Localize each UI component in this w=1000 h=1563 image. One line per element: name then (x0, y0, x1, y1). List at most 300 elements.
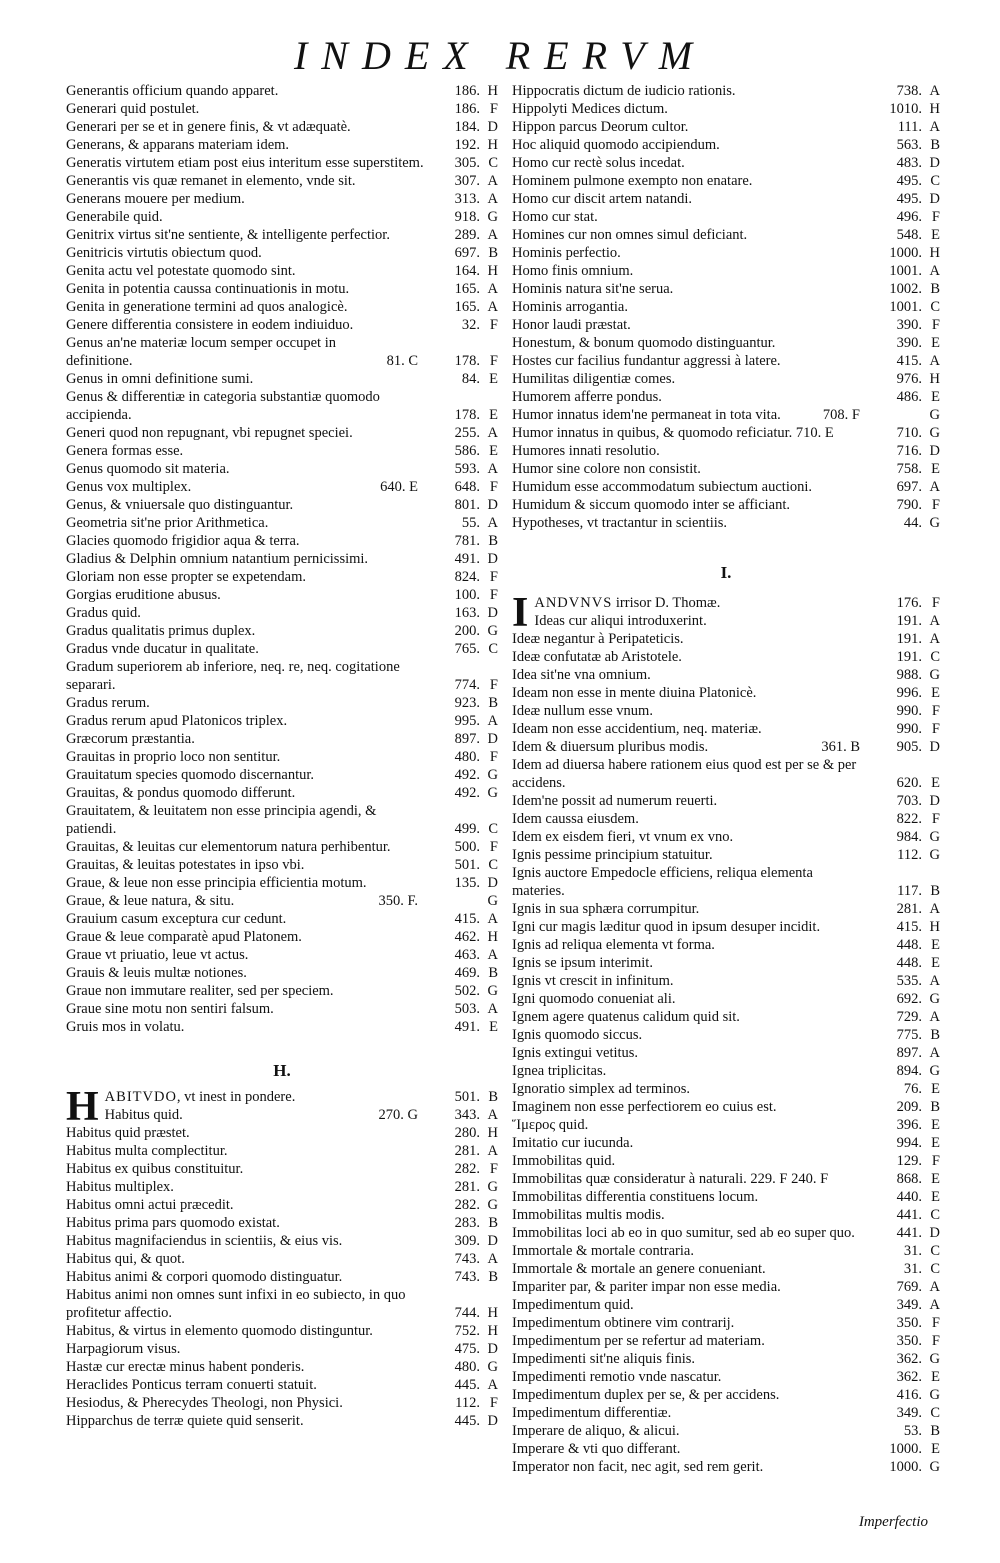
section-heading-h: H. (273, 1061, 291, 1080)
entry-page: 990. (896, 721, 922, 737)
entry-page: 480. (454, 1359, 480, 1375)
entry-page: 758. (896, 461, 922, 477)
entry-text: Habitus magnifaciendus in scientiis, & eius vis. (66, 1233, 343, 1249)
entry-text: Idea sit'ne vna omnium. (512, 667, 651, 683)
index-entry (66, 910, 498, 928)
index-entry (66, 658, 498, 694)
entry-letter: B (488, 1089, 498, 1105)
index-entry (512, 406, 940, 424)
entry-text: Ideas cur aliqui introduxerint. (534, 613, 707, 629)
entry-page: 775. (896, 1027, 922, 1043)
index-entry (512, 118, 940, 136)
entry-text: Homines cur non omnes simul deficiant. (512, 227, 748, 243)
entry-text: Habitus omni actui præcedit. (66, 1197, 234, 1213)
entry-letter: E (489, 407, 498, 423)
index-entry (512, 172, 940, 190)
entry-page: 55. (461, 515, 480, 531)
entry-page: 593. (454, 461, 480, 477)
entry-page: 164. (454, 263, 480, 279)
index-entry (66, 964, 498, 982)
entry-text: Immobilitas quæ consideratur à naturali. 229. F 240. F (512, 1171, 829, 1187)
entry-letter: D (487, 1341, 498, 1357)
index-entry (66, 982, 498, 1000)
entry-text: Graue, & leue non esse principia efficientia motum. (66, 875, 367, 891)
entry-text: Graue, & leue natura, & situ. (66, 893, 235, 909)
entry-page: 44. (903, 515, 922, 531)
index-column-left (66, 82, 498, 1430)
entry-letter: G (929, 1063, 940, 1079)
index-entry (66, 1322, 498, 1340)
entry-page: 289. (454, 227, 480, 243)
entry-text: Grauitas, & leuitas cur elementorum natura perhibentur. (66, 839, 391, 855)
entry-text: Genus vox multiplex. (66, 479, 192, 495)
entry-text: Habitus qui, & quot. (66, 1251, 185, 1267)
index-entry (66, 1412, 498, 1430)
entry-letter: C (488, 155, 498, 171)
entry-text: , vt inest in pondere. (176, 1089, 296, 1105)
index-entry (512, 702, 940, 720)
entry-text: Habitus animi & corpori quomodo distinguatur. (66, 1269, 343, 1285)
index-entry (66, 208, 498, 226)
entry-text: Idem & diuersum pluribus modis. (512, 739, 709, 755)
entry-page: 905. (896, 739, 922, 755)
index-entry (66, 100, 498, 118)
entry-letter: D (929, 191, 940, 207)
index-entry (512, 972, 940, 990)
entry-letter: B (488, 695, 498, 711)
index-entry (66, 784, 498, 802)
index-entry (66, 244, 498, 262)
entry-letter: E (931, 227, 940, 243)
index-entry (512, 756, 940, 792)
entry-page: 441. (896, 1225, 922, 1241)
entry-letter: D (487, 1413, 498, 1429)
entry-page: 976. (896, 371, 922, 387)
entry-text: Hipparchus de terræ quiete quid senserit. (66, 1413, 304, 1429)
entry-letter: A (929, 631, 940, 647)
entry-page: 703. (896, 793, 922, 809)
entry-letter: C (930, 299, 940, 315)
entry-letter: B (488, 965, 498, 981)
entry-page: 1001. (889, 299, 922, 315)
entry-letter: F (489, 317, 498, 333)
entry-page: 350. (896, 1315, 922, 1331)
entry-letter: B (930, 1099, 940, 1115)
index-entry (66, 478, 498, 496)
entry-page: 445. (454, 1377, 480, 1393)
entry-letter: D (487, 731, 498, 747)
entry-page: 415. (896, 353, 922, 369)
entry-letter: F (931, 1153, 940, 1169)
entry-letter: F (489, 677, 498, 693)
entry-letter: C (930, 1207, 940, 1223)
entry-page: 1000. (889, 1459, 922, 1475)
index-entry (66, 154, 498, 172)
index-entry (512, 648, 940, 666)
entry-letter: G (929, 1387, 940, 1403)
entry-letter: E (931, 1441, 940, 1457)
entry-text: Grauitas, & leuitas potestates in ipso vbi. (66, 857, 305, 873)
entry-page: 415. (454, 911, 480, 927)
entry-text: Ideam non esse accidentium, neq. materiæ. (512, 721, 762, 737)
entry-page: 822. (896, 811, 922, 827)
entry-letter: G (487, 209, 498, 225)
entry-letter: A (929, 1279, 940, 1295)
entry-page: 445. (454, 1413, 480, 1429)
entry-letter: F (931, 703, 940, 719)
index-entry (512, 1170, 940, 1188)
entry-letter: H (487, 137, 498, 153)
entry-letter: A (487, 227, 498, 243)
entry-letter: G (487, 893, 498, 909)
entry-letter: A (929, 1045, 940, 1061)
entry-letter: A (929, 973, 940, 989)
entry-text: Hostes cur facilius fundantur aggressi à latere. (512, 353, 781, 369)
index-entry (512, 136, 940, 154)
entry-text: Homo cur stat. (512, 209, 598, 225)
entry-letter: G (487, 1359, 498, 1375)
entry-text: Ignis se ipsum interimit. (512, 955, 653, 971)
index-entry (512, 316, 940, 334)
entry-text: Habitus ex quibus constituitur. (66, 1161, 244, 1177)
entry-letter: E (931, 335, 940, 351)
entry-text: Imperare & vti quo differant. (512, 1441, 681, 1457)
entry-text: Impedimentum obtinere vim contrarij. (512, 1315, 735, 1331)
entry-text: Impedimentum per se refertur ad materiam. (512, 1333, 765, 1349)
index-entry (512, 1440, 940, 1458)
entry-letter: E (931, 1081, 940, 1097)
entry-page: 897. (454, 731, 480, 747)
index-entry (66, 874, 498, 892)
entry-letter: H (929, 919, 940, 935)
entry-letter: D (487, 551, 498, 567)
entry-text: Impedimentum differentiæ. (512, 1405, 672, 1421)
entry-letter: A (487, 1251, 498, 1267)
entry-page: 448. (896, 955, 922, 971)
entry-page: 283. (454, 1215, 480, 1231)
entry-text: Humorem afferre pondus. (512, 389, 662, 405)
entry-page: 548. (896, 227, 922, 243)
entry-extra-ref: 270. G (378, 1107, 418, 1123)
entry-letter: A (487, 425, 498, 441)
index-entry (66, 82, 498, 100)
entry-letter: H (487, 83, 498, 99)
entry-text: Immobilitas quid. (512, 1153, 616, 1169)
entry-page: 111. (897, 119, 922, 135)
entry-letter: C (930, 173, 940, 189)
entry-text: Habitus animi non omnes sunt infixi in eo subiecto, in quo profitetur affectio. (66, 1287, 406, 1321)
entry-letter: E (931, 461, 940, 477)
entry-page: 307. (454, 173, 480, 189)
entry-page: 692. (896, 991, 922, 1007)
entry-text: Generans, & apparans materiam idem. (66, 137, 290, 153)
entry-page: 781. (454, 533, 480, 549)
entry-page: 129. (896, 1153, 922, 1169)
index-entry (512, 1458, 940, 1476)
entry-letter: H (487, 1305, 498, 1321)
entry-letter: A (487, 173, 498, 189)
entry-text: Ignis vt crescit in infinitum. (512, 973, 674, 989)
entry-text: Grauitatum species quomodo discernantur. (66, 767, 315, 783)
entry-page: 192. (454, 137, 480, 153)
entry-text: Hastæ cur erectæ minus habent ponderis. (66, 1359, 305, 1375)
entry-letter: A (929, 119, 940, 135)
index-entry (66, 928, 498, 946)
entry-text: Geometria sit'ne prior Arithmetica. (66, 515, 269, 531)
entry-text: Homo finis omnium. (512, 263, 634, 279)
entry-text: Homo cur discit artem natandi. (512, 191, 692, 207)
entry-page: 769. (896, 1279, 922, 1295)
entry-text: Habitus multa complectitur. (66, 1143, 228, 1159)
entry-page: 186. (454, 101, 480, 117)
entry-page: 1001. (889, 263, 922, 279)
entry-letter: G (929, 991, 940, 1007)
index-entry (66, 1394, 498, 1412)
entry-letter: A (487, 1377, 498, 1393)
entry-text: Hippocratis dictum de iudicio rationis. (512, 83, 736, 99)
entry-text: Heraclides Ponticus terram conuerti statuit. (66, 1377, 317, 1393)
entry-text: Grauitas in proprio loco non sentitur. (66, 749, 281, 765)
index-entry (66, 946, 498, 964)
entry-letter: A (929, 1009, 940, 1025)
entry-caps: ABITVDO (104, 1089, 177, 1105)
entry-page: 563. (896, 137, 922, 153)
entry-text: Ignis extingui vetitus. (512, 1045, 639, 1061)
index-entry (66, 1340, 498, 1358)
entry-page: 165. (454, 281, 480, 297)
entry-letter: E (931, 389, 940, 405)
entry-page: 191. (896, 631, 922, 647)
entry-text: irrisor D. Thomæ. (612, 595, 721, 611)
entry-text: Immobilitas multis modis. (512, 1207, 665, 1223)
entry-letter: H (487, 929, 498, 945)
entry-text: Ignis ad reliqua elementa vt forma. (512, 937, 715, 953)
index-entry (66, 334, 498, 370)
entry-letter: F (489, 353, 498, 369)
index-entry (512, 190, 940, 208)
entry-text: Idem caussa eiusdem. (512, 811, 639, 827)
index-entry (512, 154, 940, 172)
index-entry (512, 738, 940, 756)
entry-text: Ignis pessime principium statuitur. (512, 847, 713, 863)
entry-page: 500. (454, 839, 480, 855)
entry-page: 918. (454, 209, 480, 225)
index-entry (66, 856, 498, 874)
entry-page: 396. (896, 1117, 922, 1133)
entry-text: Hoc aliquid quomodo accipiendum. (512, 137, 720, 153)
entry-text: Harpagiorum visus. (66, 1341, 181, 1357)
entry-text: Gradus qualitatis primus duplex. (66, 623, 256, 639)
entry-letter: A (487, 461, 498, 477)
entry-page: 209. (896, 1099, 922, 1115)
entry-letter: A (929, 83, 940, 99)
running-head: INDEX RERVM (293, 33, 707, 78)
entry-text: Gradus quid. (66, 605, 141, 621)
entry-page: 496. (896, 209, 922, 225)
index-entry (66, 622, 498, 640)
index-entry (66, 298, 498, 316)
entry-letter: F (931, 497, 940, 513)
entry-page: 1000. (889, 245, 922, 261)
entry-text: Hominis arrogantia. (512, 299, 628, 315)
index-entry (66, 838, 498, 856)
entry-page: 281. (454, 1179, 480, 1195)
entry-page: 313. (454, 191, 480, 207)
index-entry (512, 1044, 940, 1062)
entry-text: Graue & leue comparatè apud Platonem. (66, 929, 302, 945)
index-entry (512, 1080, 940, 1098)
entry-text: Immobilitas differentia constituens locum. (512, 1189, 759, 1205)
entry-letter: G (929, 425, 940, 441)
entry-page: 480. (454, 749, 480, 765)
entry-letter: E (489, 1019, 498, 1035)
entry-text: Impedimentum duplex per se, & per accidens. (512, 1387, 780, 1403)
entry-text: Genera formas esse. (66, 443, 184, 459)
index-entry (512, 496, 940, 514)
entry-letter: H (487, 1125, 498, 1141)
entry-letter: E (931, 1171, 940, 1187)
index-entry (66, 568, 498, 586)
entry-text: Genita in generatione termini ad quos analogicè. (66, 299, 348, 315)
entry-letter: A (487, 1143, 498, 1159)
entry-page: 984. (896, 829, 922, 845)
index-entry (66, 1088, 498, 1106)
entry-text: Humilitas diligentiæ comes. (512, 371, 676, 387)
entry-page: 716. (896, 443, 922, 459)
index-entry (66, 550, 498, 568)
entry-text: Gloriam non esse propter se expetendam. (66, 569, 306, 585)
entry-letter: B (930, 883, 940, 899)
entry-text: Habitus quid. (104, 1107, 183, 1123)
entry-letter: H (929, 245, 940, 261)
index-entry (66, 316, 498, 334)
index-entry (512, 424, 940, 442)
index-entry (512, 514, 940, 532)
index-entry (66, 640, 498, 658)
entry-text: Generatis virtutem etiam post eius interitum esse superstitem. (66, 155, 424, 171)
index-entry (512, 442, 940, 460)
entry-text: Grauis & leuis multæ notiones. (66, 965, 247, 981)
drop-cap-h: H (66, 1088, 99, 1124)
entry-text: Hominis natura sit'ne serua. (512, 281, 674, 297)
entry-text: Genus an'ne materiæ locum semper occupet in definitione. (66, 335, 336, 369)
entry-page: 463. (454, 947, 480, 963)
entry-page: 868. (896, 1171, 922, 1187)
index-entry (66, 190, 498, 208)
entry-letter: B (488, 245, 498, 261)
index-entry (512, 792, 940, 810)
entry-text: Genitrix virtus sit'ne sentiente, & intelligente perfectior. (66, 227, 390, 243)
index-entry (66, 1018, 498, 1036)
entry-letter: G (487, 623, 498, 639)
entry-text: Humidum & siccum quomodo inter se afficiant. (512, 497, 790, 513)
index-entry (66, 1106, 498, 1124)
entry-letter: E (931, 685, 940, 701)
index-entry (512, 594, 940, 612)
entry-extra-ref: 640. E (380, 479, 418, 495)
entry-letter: A (487, 1107, 498, 1123)
entry-page: 350. (896, 1333, 922, 1349)
section-heading-i: I. (720, 563, 732, 582)
index-entry (512, 1116, 940, 1134)
index-entry (66, 1250, 498, 1268)
entry-text: Impariter par, & pariter impar non esse media. (512, 1279, 781, 1295)
entry-text: Hippon parcus Deorum cultor. (512, 119, 689, 135)
entry-letter: A (487, 1001, 498, 1017)
entry-letter: A (487, 191, 498, 207)
entry-text: Grauitatem, & leuitatem non esse principia agendi, & patiendi. (66, 803, 377, 837)
entry-text: Genus & differentiæ in categoria substantiæ quomodo accipienda. (66, 389, 380, 423)
entry-text: Græcorum præstantia. (66, 731, 195, 747)
entry-letter: H (929, 371, 940, 387)
entry-text: Gorgias eruditione abusus. (66, 587, 221, 603)
entry-letter: B (930, 281, 940, 297)
entry-letter: A (487, 281, 498, 297)
entry-text: Humores innati resolutio. (512, 443, 660, 459)
index-entry (66, 388, 498, 424)
index-entry (512, 666, 940, 684)
index-entry (66, 766, 498, 784)
entry-letter: G (487, 1197, 498, 1213)
entry-text: Generabile quid. (66, 209, 163, 225)
entry-list-i (512, 630, 940, 1476)
entry-page: 790. (896, 497, 922, 513)
entry-text: Genus quomodo sit materia. (66, 461, 230, 477)
entry-page: 448. (896, 937, 922, 953)
index-entry (512, 262, 940, 280)
index-entry (66, 1286, 498, 1322)
index-entry (512, 244, 940, 262)
index-entry (66, 280, 498, 298)
entry-text: Idem ex eisdem fieri, vt vnum ex vno. (512, 829, 734, 845)
index-entry (66, 1214, 498, 1232)
index-entry (512, 370, 940, 388)
entry-page: 76. (903, 1081, 922, 1097)
index-entry (512, 684, 940, 702)
entry-letter: C (488, 857, 498, 873)
entry-letter: F (489, 1161, 498, 1177)
entry-page: 501. (454, 857, 480, 873)
entry-page: 491. (454, 1019, 480, 1035)
entry-page: 390. (896, 317, 922, 333)
entry-letter: D (487, 875, 498, 891)
entry-text: Humor innatus idem'ne permaneat in tota vita. (512, 407, 781, 423)
index-entry (66, 1178, 498, 1196)
entry-text: Idem'ne possit ad numerum reuerti. (512, 793, 718, 809)
entry-list-h-cont (512, 82, 940, 532)
entry-text: Gradum superiorem ab inferiore, neq. re, neq. cogitatione separari. (66, 659, 400, 693)
entry-page: 184. (454, 119, 480, 135)
index-entry (512, 612, 940, 630)
index-entry (512, 1188, 940, 1206)
entry-page: 1000. (889, 1441, 922, 1457)
entry-page: 349. (896, 1297, 922, 1313)
entry-letter: H (487, 263, 498, 279)
entry-page: 53. (903, 1423, 922, 1439)
entry-page: 491. (454, 551, 480, 567)
index-entry (512, 1350, 940, 1368)
entry-text: Generantis officium quando apparet. (66, 83, 279, 99)
entry-text: Generari quid postulet. (66, 101, 200, 117)
entry-letter: A (487, 299, 498, 315)
entry-page: 282. (454, 1161, 480, 1177)
index-entry (66, 226, 498, 244)
entry-letter: F (931, 595, 940, 611)
entry-page: 191. (896, 613, 922, 629)
entry-page: 765. (454, 641, 480, 657)
section-h-opening (66, 1088, 498, 1124)
entry-text: Hominis perfectio. (512, 245, 621, 261)
